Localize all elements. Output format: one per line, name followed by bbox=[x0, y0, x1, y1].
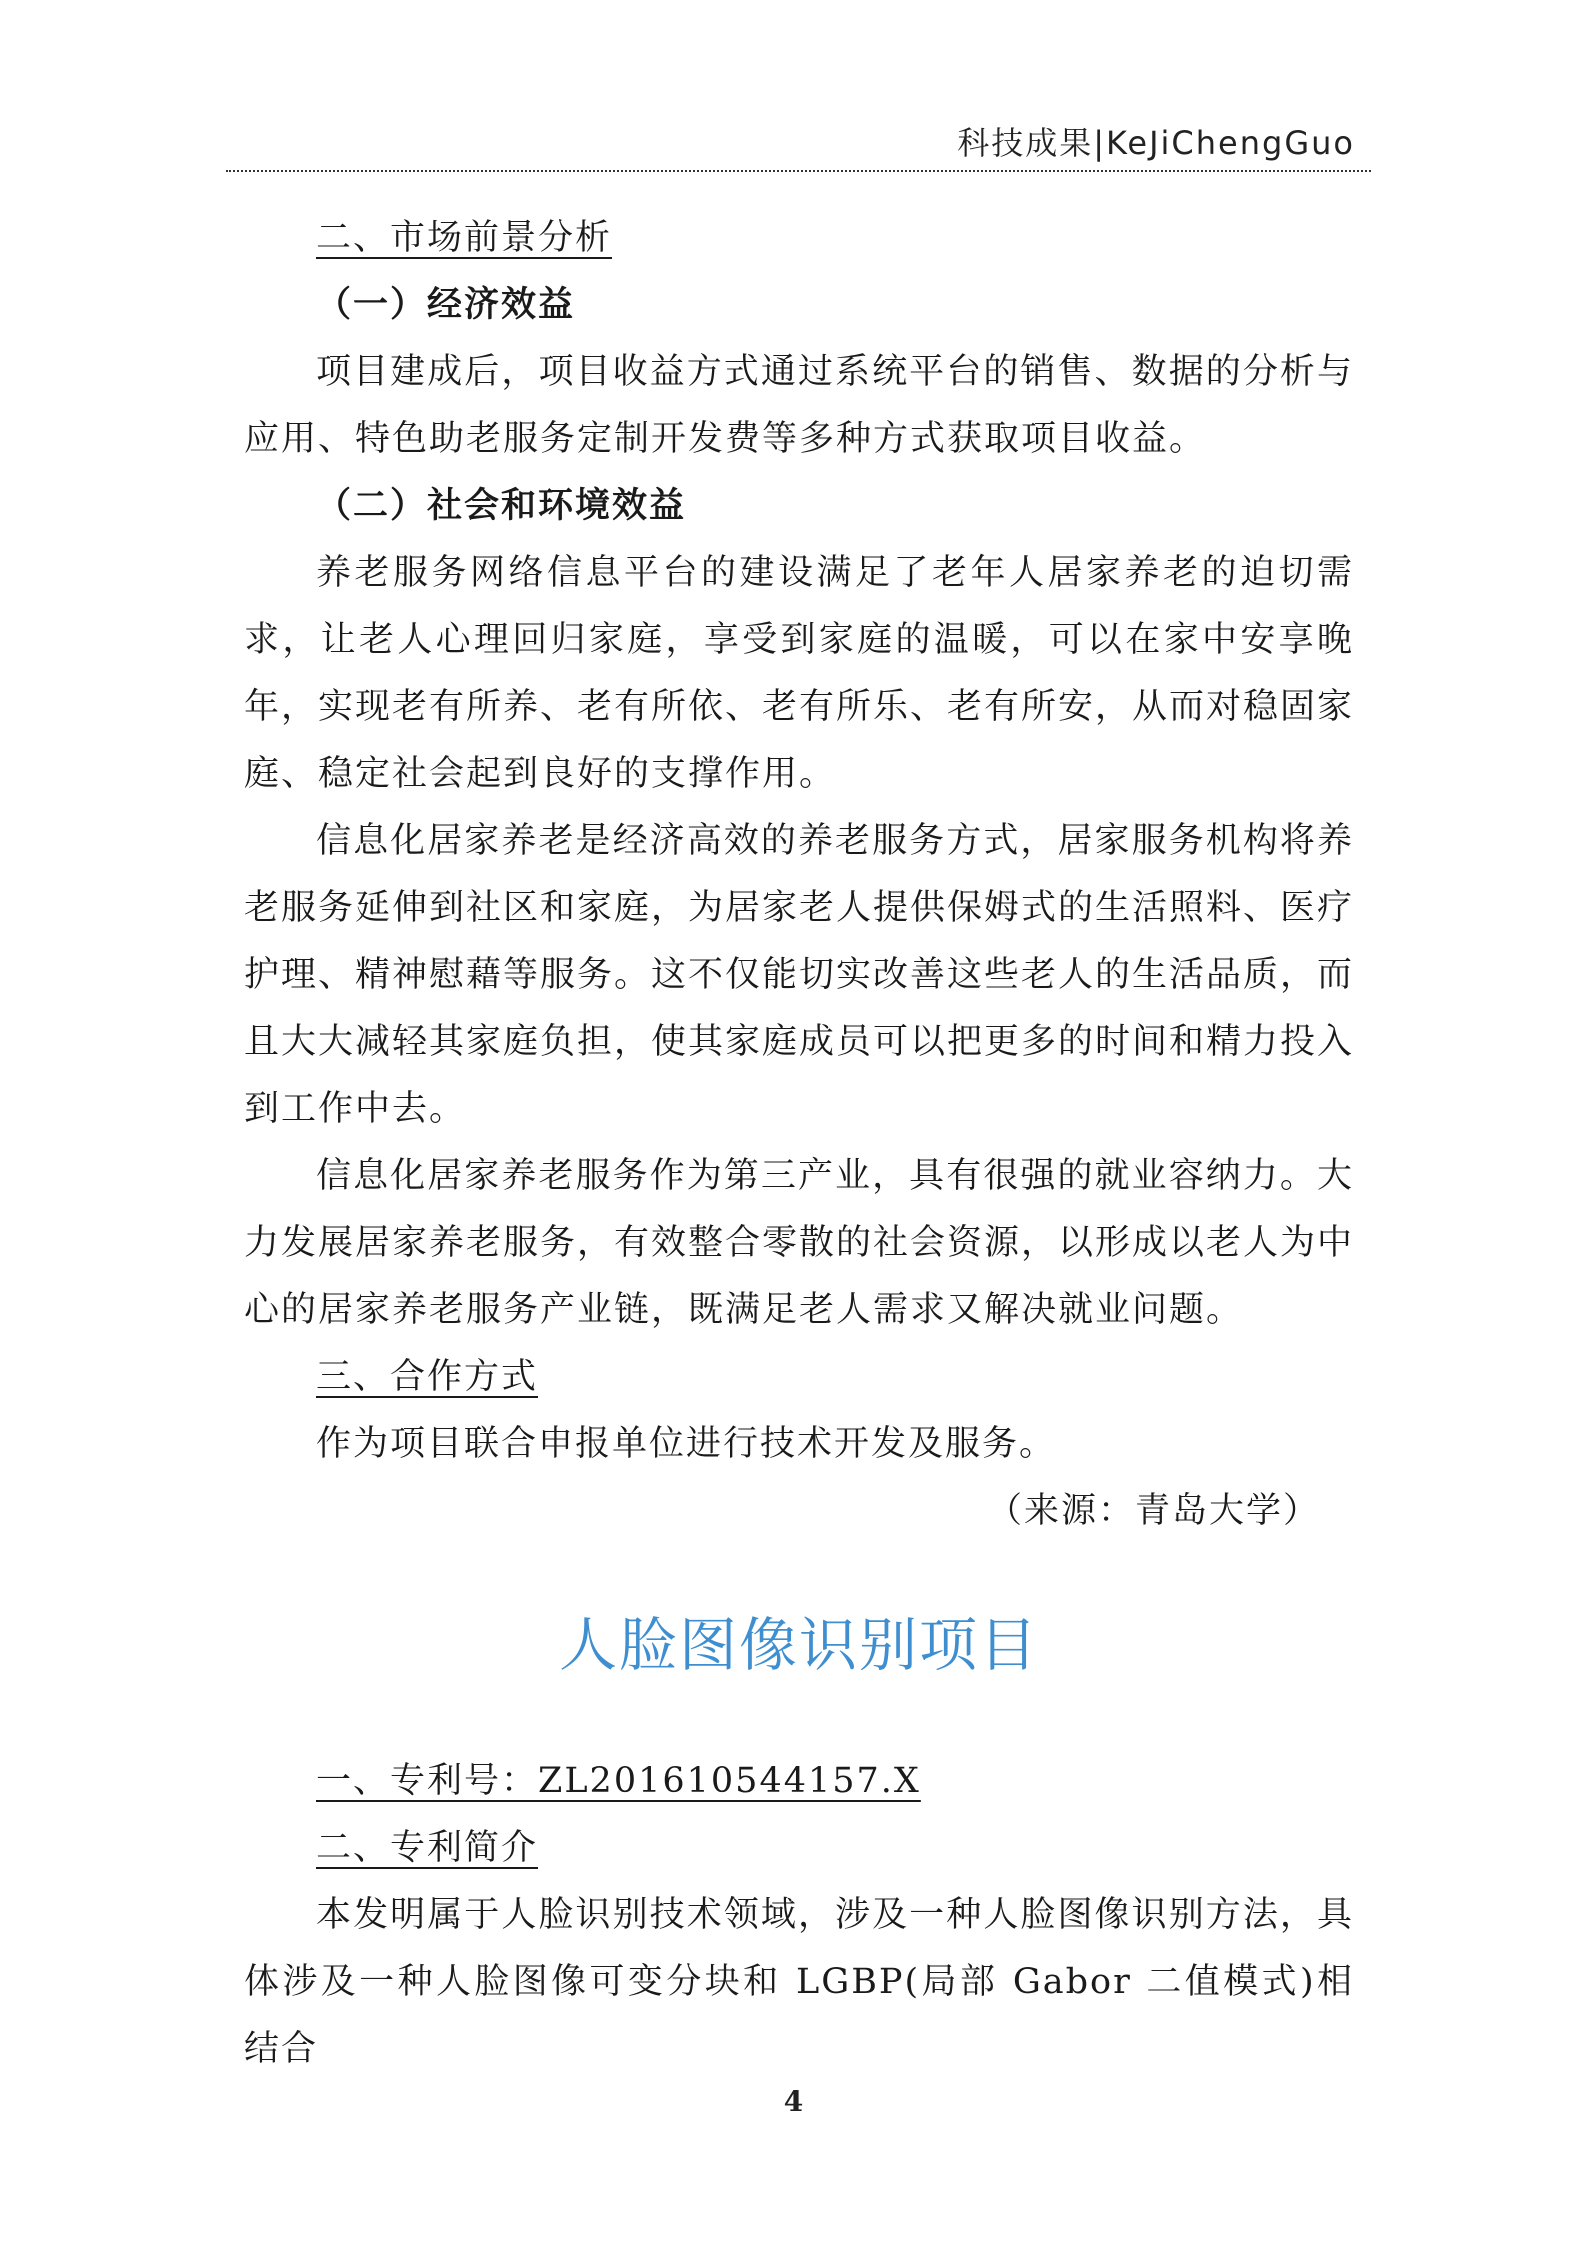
header-divider bbox=[226, 170, 1371, 172]
heading-patent-number: 一、专利号：ZL201610544157.X bbox=[316, 1761, 921, 1801]
section-title: 人脸图像识别项目 bbox=[558, 1611, 1039, 1679]
paragraph-patent-summary: 本发明属于人脸识别技术领域，涉及一种人脸图像识别方法，具体涉及一种人脸图像可变分块和 LGBP(局部 Gabor 二值模式)相结合 bbox=[244, 1895, 1354, 2069]
document-body bbox=[244, 205, 1354, 2083]
subheading-economic-benefit: （一）经济效益 bbox=[316, 285, 576, 325]
subheading-social-benefit: （二）社会和环境效益 bbox=[316, 486, 687, 526]
paragraph-cooperation: 作为项目联合申报单位进行技术开发及服务。 bbox=[316, 1424, 1057, 1464]
heading-cooperation: 三、合作方式 bbox=[316, 1357, 539, 1397]
header-title: 科技成果|KeJiChengGuo bbox=[957, 124, 1355, 162]
source-note: （来源：青岛大学） bbox=[986, 1491, 1320, 1531]
paragraph-social-benefit-1: 养老服务网络信息平台的建设满足了老年人居家养老的迫切需求，让老人心理回归家庭，享受到家庭的温暖，可以在家中安享晚年，实现老有所养、老有所依、老有所乐、老有所安，从而对稳固家庭、稳定社会起到良好的支撑作用。 bbox=[244, 553, 1355, 794]
heading-patent-summary: 二、专利简介 bbox=[316, 1828, 539, 1868]
heading-market-outlook: 二、市场前景分析 bbox=[316, 218, 613, 258]
paragraph-social-benefit-3: 信息化居家养老服务作为第三产业，具有很强的就业容纳力。大力发展居家养老服务，有效整合零散的社会资源，以形成以老人为中心的居家养老服务产业链，既满足老人需求又解决就业问题。 bbox=[244, 1156, 1355, 1330]
page-number: 4 bbox=[783, 2085, 804, 2118]
paragraph-social-benefit-2: 信息化居家养老是经济高效的养老服务方式，居家服务机构将养老服务延伸到社区和家庭，为居家老人提供保姆式的生活照料、医疗护理、精神慰藉等服务。这不仅能切实改善这些老人的生活品质，而且大大减轻其家庭负担，使其家庭成员可以把更多的时间和精力投入到工作中去。 bbox=[244, 821, 1355, 1129]
paragraph-economic-benefit: 项目建成后，项目收益方式通过系统平台的销售、数据的分析与应用、特色助老服务定制开发费等多种方式获取项目收益。 bbox=[244, 352, 1354, 459]
